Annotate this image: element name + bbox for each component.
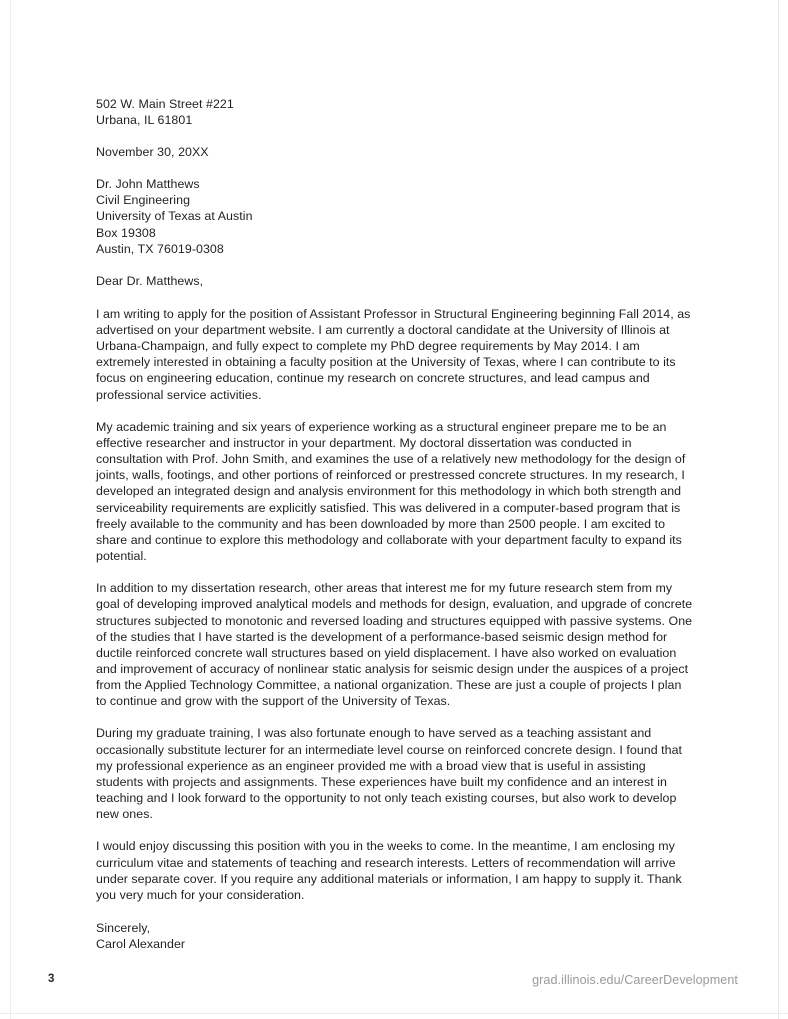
body-paragraph-2: My academic training and six years of experience working as a structural engineer prepare me to be an effective researcher and instructor in your department. My doctoral dissertation was conducted in consultation with Prof. John Smith, and examines the use of a relatively new methodology for the design of joints, walls, footings, and other portions of reinforced or prestressed concrete structures. In my research, I developed an integrated design and analysis environment for this methodology in which both strength and serviceability requirements are explicitly satisfied. This was delivered in a computer-based program that is freely available to the community and has been downloaded by more than 2500 people. I am excited to share and continue to explore this methodology and collaborate with your department faculty to expand its potential.: [96, 419, 686, 564]
sender-address-line-2: Urbana, IL 61801: [96, 113, 193, 128]
recipient-institution: University of Texas at Austin: [96, 209, 253, 224]
sender-address-block: [96, 96, 694, 128]
recipient-name: Dr. John Matthews: [96, 177, 200, 192]
closing-block: [96, 920, 694, 952]
page-left-edge-line: [10, 0, 11, 1019]
recipient-department: Civil Engineering: [96, 193, 191, 208]
body-paragraph-3: In addition to my dissertation research, other areas that interest me for my future research stem from my goal of developing improved analytical models and methods for design, evaluation, and upgrade of concrete structures subjected to monotonic and reversed loading and structures equipped with passive systems. One of the studies that I have started is the development of a performance-based seismic design method for ductile reinforced concrete wall structures based on yield displacement. I have also worked on evaluation and improvement of accuracy of nonlinear static analysis for seismic design under the auspices of a project from the Applied Technology Committee, a national organization. These are just a couple of projects I plan to continue and grow with the support of the University of Texas.: [96, 581, 693, 709]
spacer-after-date: [96, 160, 694, 176]
footer-url: grad.illinois.edu/CareerDevelopment: [532, 973, 738, 987]
body-paragraph-1: I am writing to apply for the position of Assistant Professor in Structural Engineering beginning Fall 2014, as advertised on your department website. I am currently a doctoral candidate at the University of Illinois at Urbana-Champaign, and fully expect to complete my PhD degree requirements by May 2014. I am extremely interested in obtaining a faculty position at the University of Texas, where I can contribute to its focus on engineering education, continue my research on concrete structures, and lead campus and professional service activities.: [96, 306, 691, 402]
spacer-paragraph-5: [96, 903, 694, 920]
spacer-paragraph-3: [96, 709, 694, 725]
letter-date: November 30, 20XX: [96, 145, 209, 160]
body-paragraph-4: During my graduate training, I was also fortunate enough to have served as a teaching assistant and occasionally substitute lecturer for an intermediate level course on reinforced concrete design. I found that my professional experience as an engineer provided me with a broad view that is useful in assisting students with projects and assignments. These experiences have built my confidence and an interest in teaching and I look forward to the opportunity to not only teach existing courses, but also work to develop new ones.: [96, 726, 683, 822]
sender-address-line-1: 502 W. Main Street #221: [96, 97, 234, 111]
page-footer: [0, 973, 788, 999]
salutation-block: [96, 273, 694, 289]
page-bottom-edge-line: [0, 1013, 788, 1014]
recipient-box: Box 19308: [96, 225, 156, 240]
spacer-paragraph-4: [96, 822, 694, 838]
spacer-after-recipient: [96, 257, 694, 273]
spacer-paragraph-2: [96, 564, 694, 580]
spacer-after-sender-address: [96, 128, 694, 144]
footer-page-number: 3: [48, 973, 55, 985]
valediction: Sincerely,: [96, 921, 151, 935]
salutation: Dear Dr. Matthews,: [96, 273, 204, 288]
letter-content: [96, 96, 694, 952]
recipient-address-block: [96, 176, 694, 256]
body-paragraph-5: I would enjoy discussing this position with you in the weeks to come. In the meantime, I am enclosing my curriculum vitae and statements of teaching and research interests. Letters of recommendation will arrive under separate cover. If you require any additional materials or information, I am happy to supply it. Thank you very much for your consideration.: [96, 839, 682, 902]
spacer-paragraph-1: [96, 403, 694, 419]
spacer-after-salutation: [96, 289, 694, 306]
signer-name: Carol Alexander: [96, 937, 186, 952]
date-block: [96, 144, 694, 160]
page-right-edge-line: [778, 0, 779, 1019]
recipient-city-state-zip: Austin, TX 76019-0308: [96, 241, 224, 256]
